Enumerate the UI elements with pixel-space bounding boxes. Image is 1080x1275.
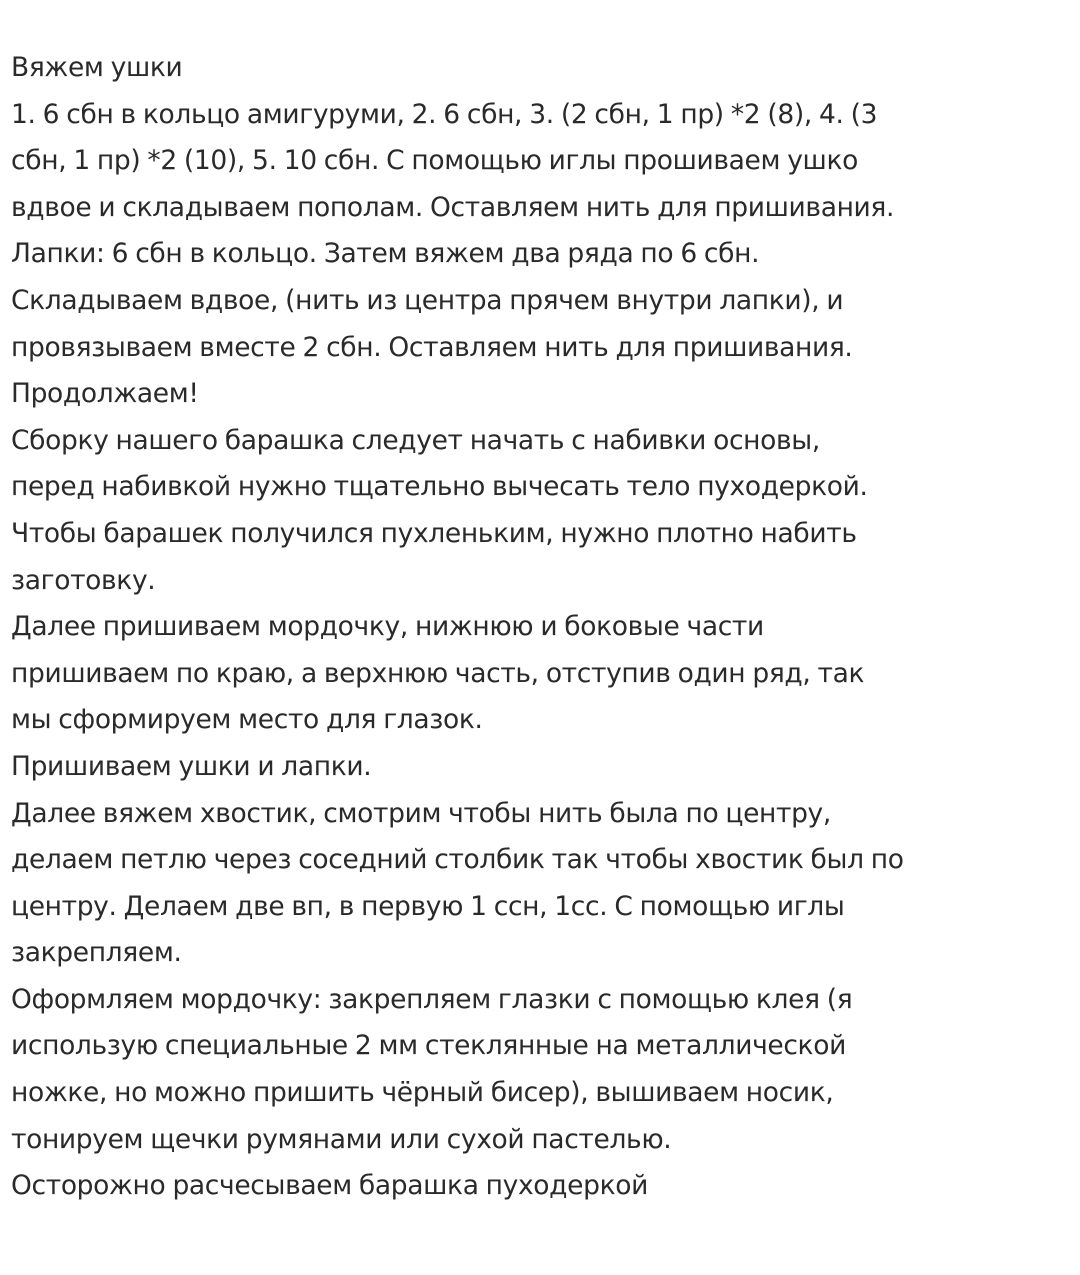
instruction-text-block	[11, 45, 1076, 1210]
text-line: перед набивкой нужно тщательно вычесать тело пуходеркой.	[11, 471, 868, 503]
text-line-muzzle: Далее пришиваем мордочку, нижнюю и боковые части	[11, 611, 764, 643]
text-line-brushing: Осторожно расчесываем барашка пуходеркой	[11, 1170, 648, 1202]
text-line: заготовку.	[11, 564, 156, 596]
text-line-attach-ears-paws: Пришиваем ушки и лапки.	[11, 750, 372, 782]
text-line: закрепляем.	[11, 937, 182, 969]
text-line-assembly: Сборку нашего барашка следует начать с набивки основы,	[11, 424, 820, 456]
text-line: тонируем щечки румянами или сухой пастелью.	[11, 1123, 672, 1155]
text-line: ножке, но можно пришить чёрный бисер), вышиваем носик,	[11, 1077, 834, 1109]
text-line: Чтобы барашек получился пухленьким, нужно плотно набить	[11, 517, 857, 549]
text-line: использую специальные 2 мм стеклянные на металлической	[11, 1030, 846, 1062]
text-line-tail: Далее вяжем хвостик, смотрим чтобы нить была по центру,	[11, 797, 831, 829]
text-line-face-decoration: Оформляем мордочку: закрепляем глазки с помощью клея (я	[11, 983, 853, 1015]
text-line: Складываем вдвое, (нить из центра прячем внутри лапки), и	[11, 284, 844, 316]
text-line-continue: Продолжаем!	[11, 378, 199, 410]
text-line: пришиваем по краю, а верхнюю часть, отступив один ряд, так	[11, 657, 865, 689]
text-line: центру. Делаем две вп, в первую 1 ссн, 1сс. С помощью иглы	[11, 890, 845, 922]
text-line: мы сформируем место для глазок.	[11, 704, 483, 736]
text-line: сбн, 1 пр) *2 (10), 5. 10 сбн. С помощью иглы прошиваем ушко	[11, 145, 858, 177]
section-heading-ears: Вяжем ушки	[11, 52, 183, 83]
text-line: вдвое и складываем пополам. Оставляем нить для пришивания.	[11, 191, 895, 223]
text-line: провязываем вместе 2 сбн. Оставляем нить для пришивания.	[11, 331, 853, 363]
text-line-paws: Лапки: 6 сбн в кольцо. Затем вяжем два ряда по 6 сбн.	[11, 238, 760, 270]
text-line: 1. 6 сбн в кольцо амигуруми, 2. 6 сбн, 3. (2 сбн, 1 пр) *2 (8), 4. (3	[11, 98, 878, 130]
text-line: делаем петлю через соседний столбик так чтобы хвостик был по	[11, 844, 904, 876]
